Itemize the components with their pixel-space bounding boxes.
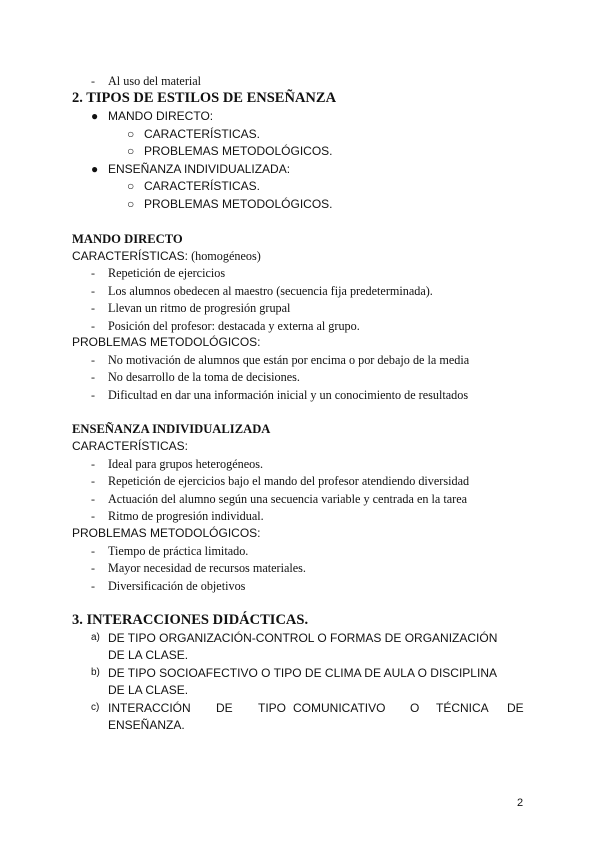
- list-item-line: ENSEÑANZA.: [108, 718, 185, 732]
- outline-subitem: CARACTERÍSTICAS.: [144, 179, 261, 193]
- bullet-icon: ●: [91, 109, 99, 123]
- problemas-label: PROBLEMAS METODOLÓGICOS:: [72, 335, 261, 349]
- list-dash: -: [91, 353, 95, 367]
- list-dash: -: [91, 474, 95, 488]
- list-dash: -: [91, 370, 95, 384]
- outline-subitem: PROBLEMAS METODOLÓGICOS.: [144, 144, 333, 158]
- list-item: No motivación de alumnos que están por encima o por debajo de la media: [108, 353, 470, 367]
- list-item: Repetición de ejercicios bajo el mando del profesor atendiendo diversidad: [108, 474, 470, 488]
- list-dash: -: [91, 319, 95, 333]
- caracteristicas-note: (homogéneos): [188, 249, 261, 263]
- circle-bullet-icon: ○: [127, 144, 135, 158]
- justified-word: DE: [216, 701, 233, 715]
- list-item: Repetición de ejercicios: [108, 266, 226, 280]
- list-item-line: DE TIPO ORGANIZACIÓN-CONTROL O FORMAS DE ORGANIZACIÓN: [108, 631, 498, 645]
- list-letter: b): [91, 667, 100, 678]
- list-item: Llevan un ritmo de progresión grupal: [108, 301, 291, 315]
- caracteristicas-line: [72, 248, 261, 264]
- section-3-title: 3. INTERACCIONES DIDÁCTICAS.: [72, 612, 309, 628]
- list-item: No desarrollo de la toma de decisiones.: [108, 370, 300, 384]
- list-dash: -: [91, 544, 95, 558]
- mando-directo-heading: MANDO DIRECTO: [72, 232, 183, 246]
- list-item: Ideal para grupos heterogéneos.: [108, 457, 263, 471]
- justified-word: TIPO: [258, 701, 287, 715]
- caracteristicas-label: CARACTERÍSTICAS:: [72, 249, 189, 263]
- bullet-icon: ●: [91, 162, 99, 176]
- list-dash: -: [91, 561, 95, 575]
- list-item: Dificultad en dar una información inicial y un conocimiento de resultados: [108, 388, 469, 402]
- list-dash: -: [91, 284, 95, 298]
- list-item: Tiempo de práctica limitado.: [108, 544, 249, 558]
- list-dash: -: [91, 74, 95, 88]
- problemas-label: PROBLEMAS METODOLÓGICOS:: [72, 526, 261, 540]
- list-letter: c): [91, 702, 100, 713]
- justified-word: COMUNICATIVO: [293, 701, 386, 715]
- list-dash: -: [91, 457, 95, 471]
- outline-item-mando-directo: MANDO DIRECTO:: [108, 109, 214, 123]
- list-item: Ritmo de progresión individual.: [108, 509, 264, 523]
- list-dash: -: [91, 492, 95, 506]
- list-dash: -: [91, 301, 95, 315]
- justified-word: INTERACCIÓN: [108, 701, 191, 715]
- circle-bullet-icon: ○: [127, 197, 135, 211]
- outline-subitem: CARACTERÍSTICAS.: [144, 127, 261, 141]
- list-item-line: DE TIPO SOCIOAFECTIVO O TIPO DE CLIMA DE AULA O DISCIPLINA: [108, 666, 497, 680]
- justified-word: TÉCNICA: [436, 701, 489, 715]
- justified-word: O: [410, 701, 420, 715]
- circle-bullet-icon: ○: [127, 127, 135, 141]
- justified-word: DE: [507, 701, 524, 715]
- caracteristicas-label: CARACTERÍSTICAS:: [72, 439, 189, 453]
- list-item: Actuación del alumno según una secuencia variable y centrada en la tarea: [108, 492, 468, 506]
- list-item: Los alumnos obedecen al maestro (secuencia fija predeterminada).: [108, 284, 433, 298]
- list-item: Posición del profesor: destacada y externa al grupo.: [108, 319, 360, 333]
- list-item: Diversificación de objetivos: [108, 579, 246, 593]
- list-item: Al uso del material: [108, 74, 202, 88]
- list-dash: -: [91, 579, 95, 593]
- list-dash: -: [91, 509, 95, 523]
- list-dash: -: [91, 266, 95, 280]
- list-item: Mayor necesidad de recursos materiales.: [108, 561, 306, 575]
- section-2-title: 2. TIPOS DE ESTILOS DE ENSEÑANZA: [72, 90, 337, 106]
- list-item-line: DE LA CLASE.: [108, 648, 189, 662]
- outline-item-ensenanza-individualizada: ENSEÑANZA INDIVIDUALIZADA:: [108, 162, 291, 176]
- page-number: 2: [517, 797, 524, 809]
- list-letter: a): [91, 632, 100, 643]
- circle-bullet-icon: ○: [127, 179, 135, 193]
- ensenanza-individualizada-heading: ENSEÑANZA INDIVIDUALIZADA: [72, 422, 271, 436]
- list-dash: -: [91, 388, 95, 402]
- list-item-line: DE LA CLASE.: [108, 683, 189, 697]
- outline-subitem: PROBLEMAS METODOLÓGICOS.: [144, 197, 333, 211]
